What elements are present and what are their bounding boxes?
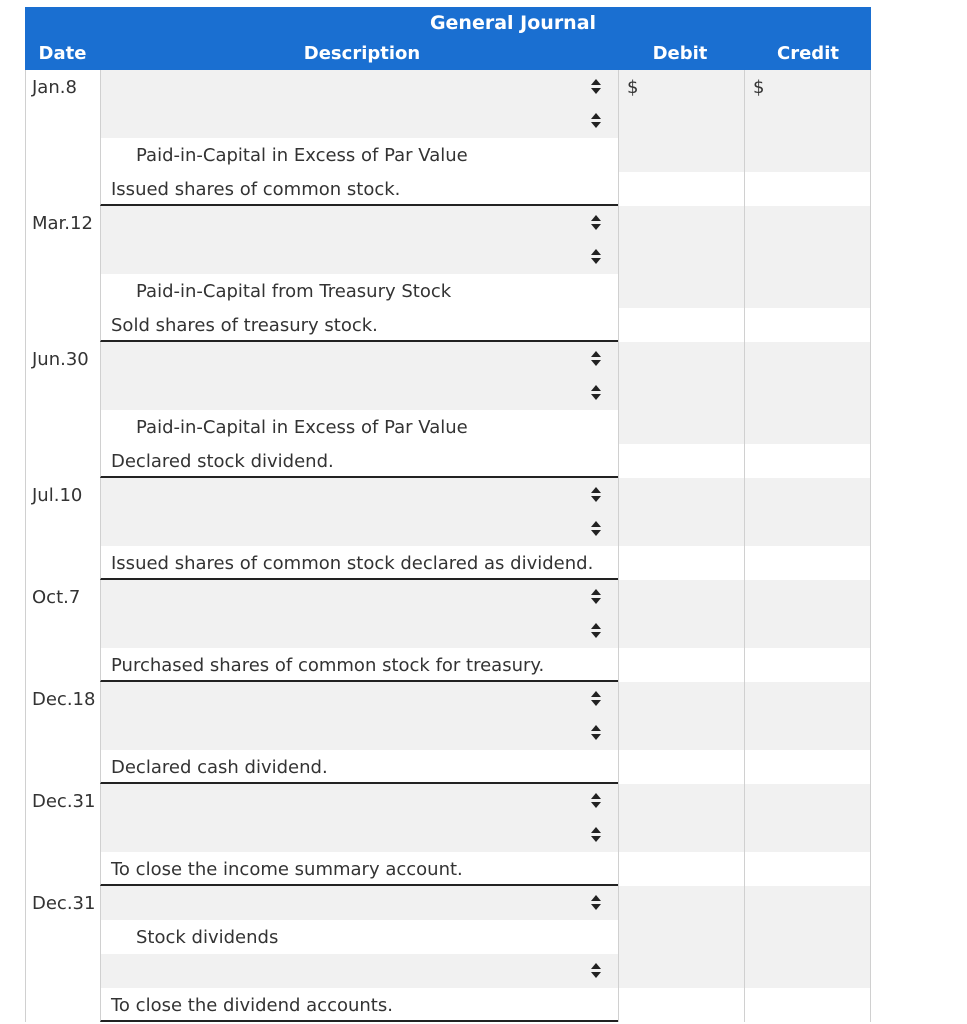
journal-row — [25, 308, 871, 342]
explanation-text: Issued shares of common stock declared as dividend. — [111, 553, 594, 574]
credit-account-label — [100, 138, 618, 172]
journal-row — [25, 954, 871, 988]
date-cell — [25, 240, 100, 274]
debit-input[interactable] — [618, 818, 744, 852]
credit-input — [744, 852, 871, 886]
credit-input[interactable] — [744, 920, 871, 954]
journal-row — [25, 716, 871, 750]
debit-input[interactable] — [618, 376, 744, 410]
credit-input — [744, 988, 871, 1022]
entry-explanation — [100, 852, 618, 886]
credit-input — [744, 444, 871, 478]
debit-input — [618, 750, 744, 784]
explanation-text: Declared cash dividend. — [111, 757, 328, 778]
debit-input[interactable] — [618, 580, 744, 614]
date-cell — [25, 682, 100, 716]
account-name: Paid-in-Capital in Excess of Par Value — [136, 145, 468, 166]
credit-account-label — [100, 274, 618, 308]
explanation-text: Issued shares of common stock. — [111, 179, 401, 200]
select-updown-icon — [591, 113, 601, 129]
account-select[interactable] — [100, 376, 618, 410]
debit-input[interactable] — [618, 206, 744, 240]
debit-input[interactable] — [618, 274, 744, 308]
account-select[interactable] — [100, 206, 618, 240]
date-cell — [25, 716, 100, 750]
credit-account-label — [100, 410, 618, 444]
debit-input — [618, 648, 744, 682]
select-updown-icon — [591, 351, 601, 367]
select-updown-icon — [591, 895, 601, 911]
date-cell — [25, 818, 100, 852]
credit-input[interactable] — [744, 682, 871, 716]
debit-input[interactable] — [618, 70, 744, 104]
journal-row — [25, 240, 871, 274]
explanation-text: To close the dividend accounts. — [111, 995, 393, 1016]
journal-row — [25, 172, 871, 206]
account-select[interactable] — [100, 614, 618, 648]
entry-date: Jun.30 — [32, 349, 89, 370]
date-cell — [25, 342, 100, 376]
account-select[interactable] — [100, 818, 618, 852]
credit-input[interactable] — [744, 512, 871, 546]
debit-input[interactable] — [618, 478, 744, 512]
journal-row — [25, 444, 871, 478]
credit-input[interactable] — [744, 818, 871, 852]
dollar-sign: $ — [627, 77, 639, 98]
debit-input[interactable] — [618, 716, 744, 750]
journal-row — [25, 546, 871, 580]
credit-input[interactable] — [744, 954, 871, 988]
select-updown-icon — [591, 623, 601, 639]
date-cell — [25, 104, 100, 138]
debit-input[interactable] — [618, 954, 744, 988]
select-updown-icon — [591, 725, 601, 741]
entry-explanation — [100, 308, 618, 342]
select-updown-icon — [591, 385, 601, 401]
account-select[interactable] — [100, 342, 618, 376]
credit-input[interactable] — [744, 716, 871, 750]
credit-input[interactable] — [744, 342, 871, 376]
credit-input[interactable] — [744, 478, 871, 512]
account-select[interactable] — [100, 104, 618, 138]
credit-input[interactable] — [744, 784, 871, 818]
select-updown-icon — [591, 589, 601, 605]
credit-input[interactable] — [744, 410, 871, 444]
date-cell — [25, 750, 100, 784]
journal-row — [25, 206, 871, 240]
explanation-text: Purchased shares of common stock for treasury. — [111, 655, 545, 676]
date-cell — [25, 648, 100, 682]
select-updown-icon — [591, 691, 601, 707]
account-name: Paid-in-Capital in Excess of Par Value — [136, 417, 468, 438]
journal-row — [25, 750, 871, 784]
journal-row — [25, 376, 871, 410]
entry-explanation — [100, 750, 618, 784]
debit-input — [618, 444, 744, 478]
credit-input — [744, 750, 871, 784]
journal-row — [25, 512, 871, 546]
date-cell — [25, 206, 100, 240]
credit-account-label — [100, 920, 618, 954]
journal-row — [25, 70, 871, 104]
entry-date: Dec.18 — [32, 689, 96, 710]
credit-input[interactable] — [744, 104, 871, 138]
journal-row — [25, 410, 871, 444]
credit-input[interactable] — [744, 580, 871, 614]
explanation-text: Sold shares of treasury stock. — [111, 315, 378, 336]
date-cell — [25, 852, 100, 886]
credit-input — [744, 546, 871, 580]
date-cell — [25, 138, 100, 172]
debit-input[interactable] — [618, 104, 744, 138]
credit-input[interactable] — [744, 614, 871, 648]
date-cell — [25, 512, 100, 546]
date-cell — [25, 308, 100, 342]
date-cell — [25, 410, 100, 444]
date-column-header: Date — [38, 43, 87, 64]
journal-rows — [25, 70, 871, 1022]
credit-input — [744, 172, 871, 206]
account-name: Stock dividends — [136, 927, 279, 948]
debit-input — [618, 172, 744, 206]
date-cell — [25, 988, 100, 1022]
credit-input[interactable] — [744, 206, 871, 240]
journal-row — [25, 614, 871, 648]
credit-column-header: Credit — [777, 43, 839, 64]
entry-date: Dec.31 — [32, 791, 96, 812]
date-cell — [25, 444, 100, 478]
explanation-text: To close the income summary account. — [111, 859, 463, 880]
entry-explanation — [100, 546, 618, 580]
entry-explanation — [100, 444, 618, 478]
debit-input — [618, 308, 744, 342]
debit-column-header: Debit — [652, 43, 708, 64]
credit-input[interactable] — [744, 70, 871, 104]
entry-explanation — [100, 172, 618, 206]
debit-input[interactable] — [618, 614, 744, 648]
journal-title: General Journal — [429, 12, 597, 34]
debit-input[interactable] — [618, 138, 744, 172]
account-select[interactable] — [100, 580, 618, 614]
journal-row — [25, 342, 871, 376]
credit-input[interactable] — [744, 240, 871, 274]
general-journal — [25, 7, 871, 1022]
date-cell — [25, 784, 100, 818]
journal-row — [25, 852, 871, 886]
explanation-text: Declared stock dividend. — [111, 451, 334, 472]
account-select[interactable] — [100, 70, 618, 104]
account-select[interactable] — [100, 512, 618, 546]
entry-date: Jan.8 — [32, 77, 77, 98]
journal-row — [25, 648, 871, 682]
date-cell — [25, 886, 100, 920]
date-cell — [25, 920, 100, 954]
debit-input — [618, 988, 744, 1022]
debit-input — [618, 852, 744, 886]
account-select[interactable] — [100, 478, 618, 512]
entry-explanation — [100, 648, 618, 682]
credit-input[interactable] — [744, 274, 871, 308]
debit-input[interactable] — [618, 784, 744, 818]
account-select[interactable] — [100, 682, 618, 716]
select-updown-icon — [591, 521, 601, 537]
debit-input[interactable] — [618, 342, 744, 376]
date-cell — [25, 614, 100, 648]
debit-input — [618, 546, 744, 580]
date-cell — [25, 70, 100, 104]
date-cell — [25, 172, 100, 206]
journal-row — [25, 580, 871, 614]
date-cell — [25, 478, 100, 512]
credit-input — [744, 308, 871, 342]
journal-row — [25, 920, 871, 954]
select-updown-icon — [591, 249, 601, 265]
select-updown-icon — [591, 793, 601, 809]
dollar-sign: $ — [753, 77, 765, 98]
credit-input — [744, 648, 871, 682]
select-updown-icon — [591, 487, 601, 503]
journal-row — [25, 478, 871, 512]
date-cell — [25, 376, 100, 410]
journal-row — [25, 818, 871, 852]
journal-row — [25, 886, 871, 920]
credit-input[interactable] — [744, 138, 871, 172]
debit-input[interactable] — [618, 512, 744, 546]
journal-row — [25, 784, 871, 818]
credit-input[interactable] — [744, 376, 871, 410]
account-select[interactable] — [100, 240, 618, 274]
account-select[interactable] — [100, 716, 618, 750]
date-cell — [25, 954, 100, 988]
journal-row — [25, 274, 871, 308]
entry-date: Oct.7 — [32, 587, 81, 608]
debit-input[interactable] — [618, 410, 744, 444]
credit-input[interactable] — [744, 886, 871, 920]
journal-row — [25, 682, 871, 716]
account-name: Paid-in-Capital from Treasury Stock — [136, 281, 452, 302]
debit-input[interactable] — [618, 240, 744, 274]
journal-row — [25, 104, 871, 138]
select-updown-icon — [591, 963, 601, 979]
select-updown-icon — [591, 215, 601, 231]
entry-date: Mar.12 — [32, 213, 93, 234]
account-select[interactable] — [100, 954, 618, 988]
date-cell — [25, 274, 100, 308]
entry-explanation — [100, 988, 618, 1022]
debit-input[interactable] — [618, 682, 744, 716]
journal-row — [25, 988, 871, 1022]
journal-row — [25, 138, 871, 172]
select-updown-icon — [591, 827, 601, 843]
entry-date: Jul.10 — [32, 485, 83, 506]
date-cell — [25, 546, 100, 580]
debit-input[interactable] — [618, 920, 744, 954]
account-select[interactable] — [100, 784, 618, 818]
date-cell — [25, 580, 100, 614]
select-updown-icon — [591, 79, 601, 95]
account-select[interactable] — [100, 886, 618, 920]
debit-input[interactable] — [618, 886, 744, 920]
journal-header — [25, 7, 871, 70]
entry-date: Dec.31 — [32, 893, 96, 914]
description-column-header: Description — [303, 43, 421, 64]
